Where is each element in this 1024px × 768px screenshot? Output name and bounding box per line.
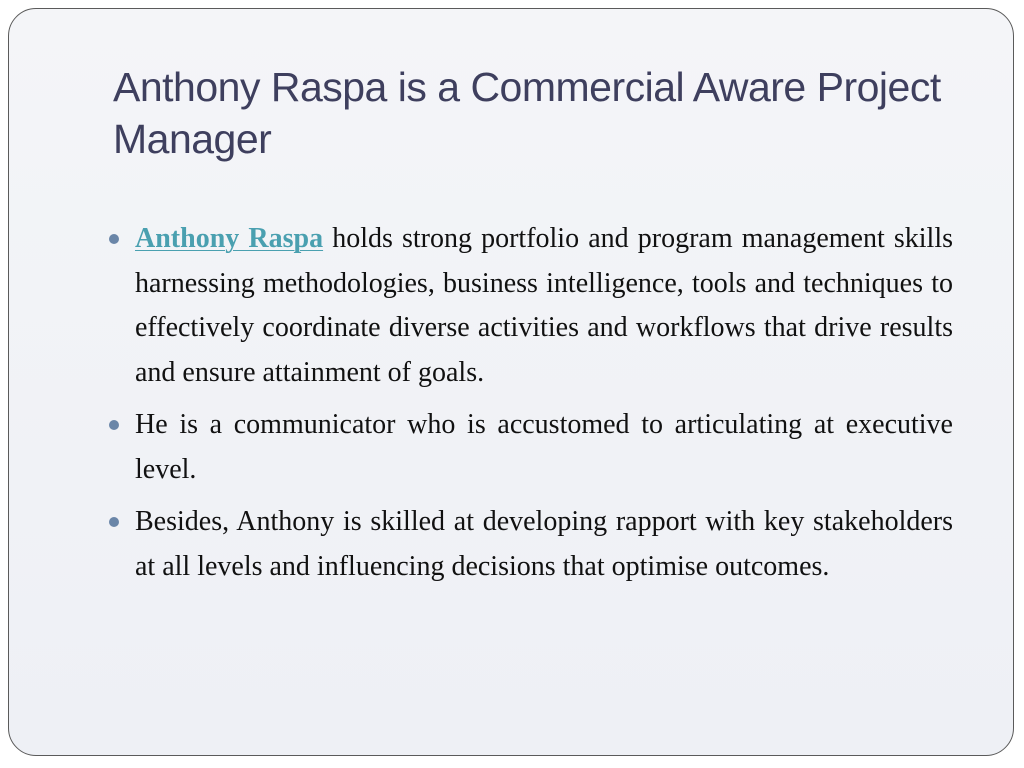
bullet-item-2 <box>105 403 953 492</box>
slide <box>8 8 1014 756</box>
bullet-dot-icon <box>109 420 119 430</box>
anthony-raspa-link[interactable]: Anthony Raspa <box>135 223 324 254</box>
bullet-dot-icon <box>109 517 119 527</box>
bullet-item-3 <box>105 500 953 589</box>
bullet-3-text: Besides, Anthony is skilled at developing rapport with key stakeholders at all levels and influencing decisions that optimise outcomes. <box>135 506 953 582</box>
bullet-list <box>105 217 953 597</box>
bullet-dot-icon <box>109 234 119 244</box>
slide-title: Anthony Raspa is a Commercial Aware Project Manager <box>113 64 941 162</box>
bullet-2-text: He is a communicator who is accustomed to articulating at executive level. <box>135 409 953 485</box>
bullet-item-1 <box>105 217 953 395</box>
bullet-1-text: holds strong portfolio and program management skills harnessing methodologies, business intelligence, tools and techniques to effectively coordinate diverse activities and workflows that drive results and ensure attainment of goals. <box>135 223 954 388</box>
